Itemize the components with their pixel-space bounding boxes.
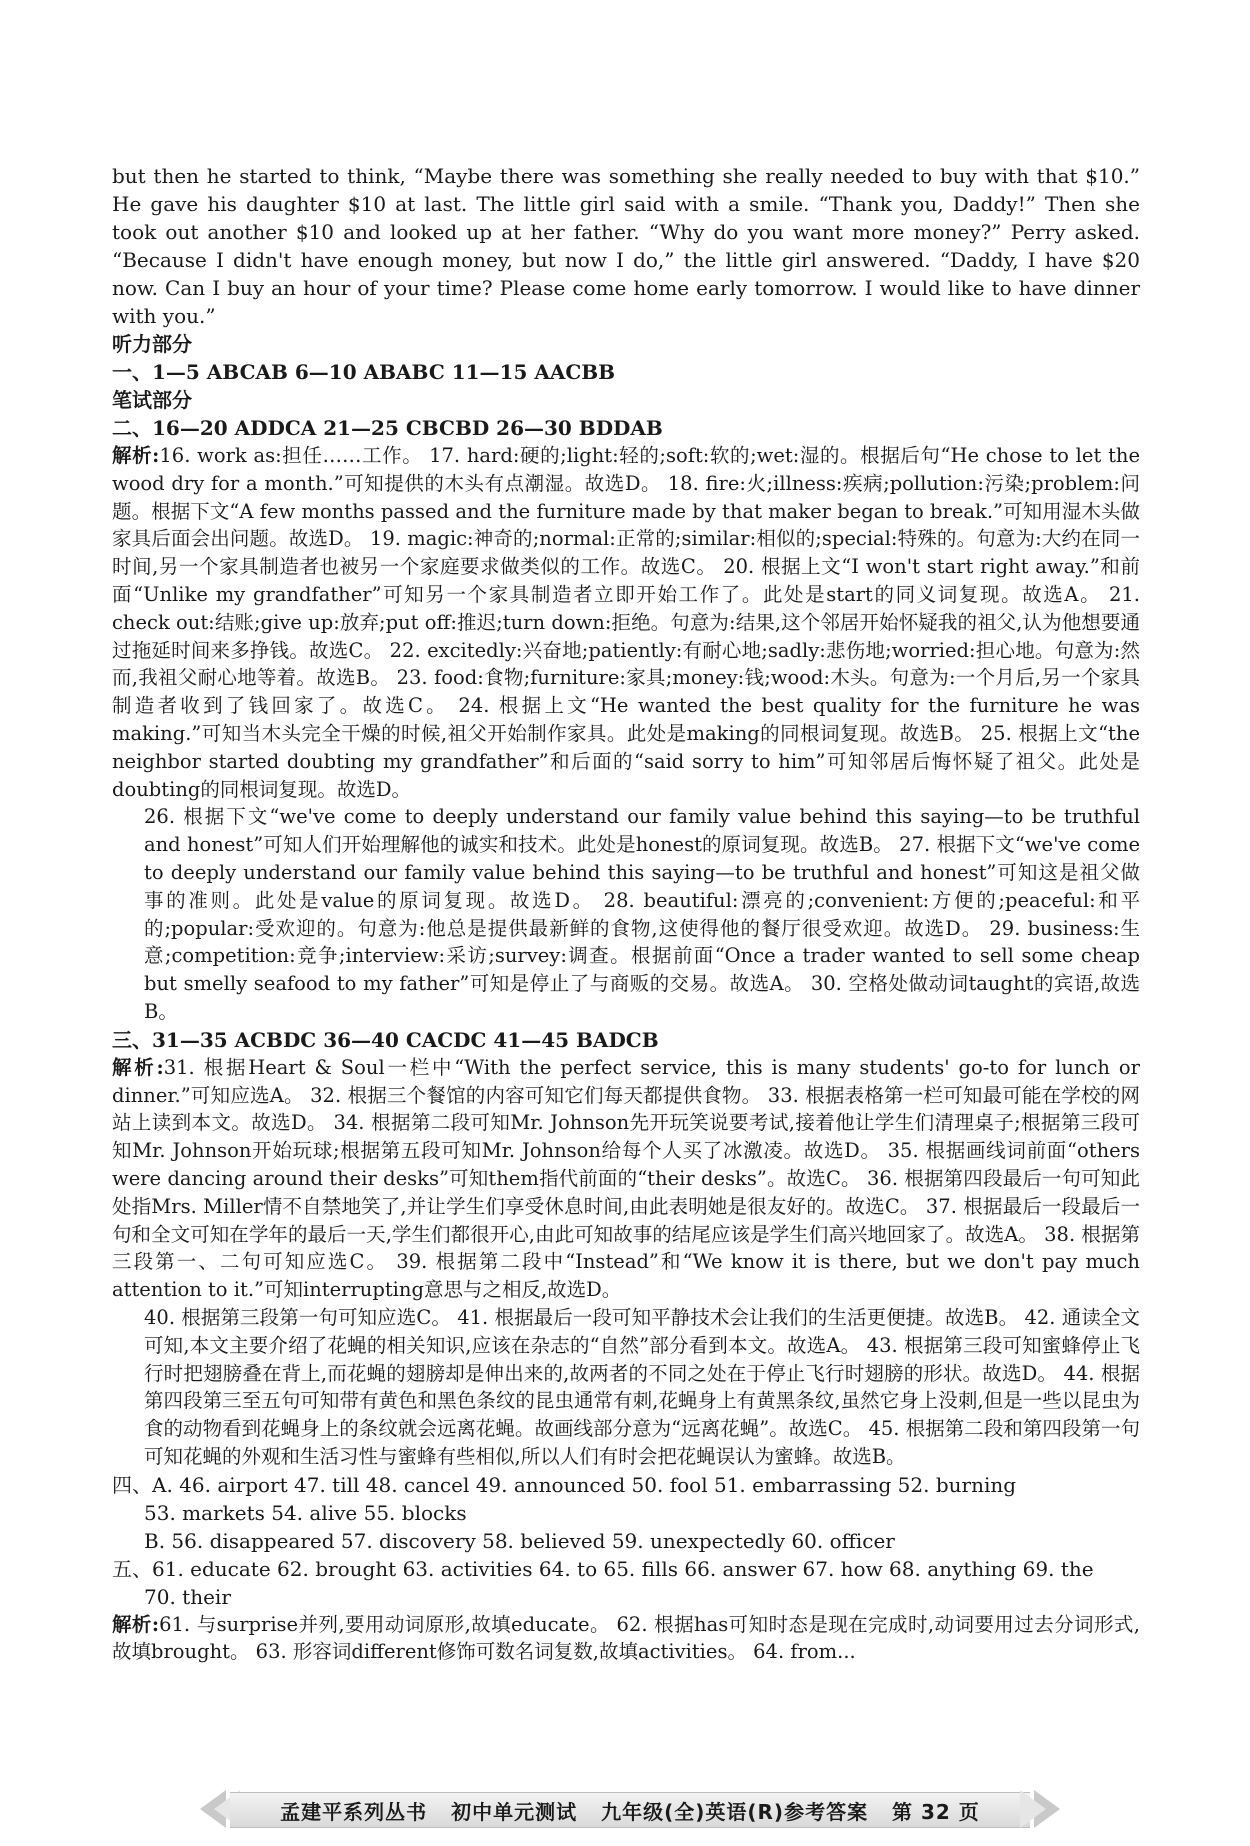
section-4-b-line: B. 56. disappeared 57. discovery 58. believed 59. unexpectedly 60. officer — [144, 1528, 895, 1553]
section-3-answers: 三、31—35 ACBDC 36—40 CACDC 41—45 BADCB — [112, 1027, 659, 1052]
explanation-label: 解析: — [112, 1055, 164, 1079]
listening-answers: 一、1—5 ABCAB 6—10 ABABC 11—15 AACBB — [112, 360, 616, 384]
explanation-label: 解析: — [112, 1612, 160, 1636]
story-paragraph: but then he started to think, “Maybe there was something she really needed to buy with that $10.” He gave his daughter $10 at last. The little girl said with a smile. “Thank you, Daddy!” Then she took out another $10 and looked up at her father. “Why do you want more money?” Perry asked. “Because I didn't have enough money, but now I do,” the little girl answered. “Daddy, I have $20 now. Can I buy an hour of your time? Please come home early tomorrow. I would like to have dinner with you.” — [112, 164, 1140, 328]
section-5-line-1: 五、61. educate 62. brought 63. activities 64. to 65. fills 66. answer 67. how 68. anything 69. the — [112, 1556, 1094, 1581]
answer-page — [112, 162, 1140, 1666]
section-4-a-line-1: 四、A. 46. airport 47. till 48. cancel 49. announced 50. fool 51. embarrassing 52. burning — [112, 1472, 1017, 1497]
section-2-explanation-a — [112, 442, 1140, 803]
footer-text — [200, 1796, 1060, 1825]
section-5-explanation — [112, 1611, 1140, 1667]
section-3-explanation-a — [112, 1054, 1140, 1304]
explanation-text: 31. 根据Heart & Soul一栏中“With the perfect service, this is many students' go-to for lunch or dinner.”可知应选A。 32. 根据三个餐馆的内容可知它们每天都提供食物。 33. 根据表格第一栏可知最可能在学校的网站上读到本文。故选D。 34. 根据第二段可知Mr. Johnson先开玩笑说要考试,接着他让学生们清理桌子;根据第三段可知Mr. Johnson开始玩球;根据第五段可知Mr. Johnson给每个人买了冰激凌。故选D。 35. 根据画线词前面“others were dancing around their desks”可知them指代前面的“their desks”。故选C。 36. 根据第四段最后一句可知此处指Mrs. Miller情不自禁地笑了,并让学生们享受休息时间,由此表明她是很友好的。故选C。 37. 根据最后一段最后一句和全文可知在学年的最后一天,学生们都很开心,由此可知故事的结尾应该是学生们高兴地回家了。故选A。 38. 根据第三段第一、二句可知应选C。 39. 根据第二段中“Instead”和“We know it is there, but we don't pay much attention to it.”可知interrupting意思与之相反,故选D。 — [112, 1055, 1140, 1302]
listening-heading: 听力部分 — [112, 332, 192, 356]
section-4-a-line-2: 53. markets 54. alive 55. blocks — [144, 1500, 467, 1525]
explanation-text: 16. work as:担任……工作。 17. hard:硬的;light:轻的;soft:软的;wet:湿的。根据后句“He chose to let the wood dry for a month.”可知提供的木头有点潮湿。故选D。 18. fire:火;illness:疾病;pollution:污染;problem:问题。根据下文“A few months passed and the furniture made by that maker began to break.”可知用湿木头做家具后面会出问题。故选D。 19. magic:神奇的;normal:正常的;similar:相似的;special:特殊的。句意为:大约在同一时间,另一个家具制造者也被另一个家庭要求做类似的工作。故选C。 20. 根据上文“I won't start right away.”和前面“Unlike my grandfather”可知另一个家具制造者立即开始工作了。此处是start的同义词复现。故选A。 21. check out:结账;give up:放弃;put off:推迟;turn down:拒绝。句意为:结果,这个邻居开始怀疑我的祖父,认为他想要通过拖延时间来多挣钱。故选C。 22. excitedly:兴奋地;patiently:有耐心地;sadly:悲伤地;worried:担心地。句意为:然而,我祖父耐心地等着。故选B。 23. food:食物;furniture:家具;money:钱;wood:木头。句意为:一个月后,另一个家具制造者收到了钱回家了。故选C。 24. 根据上文“He wanted the best quality for the furniture he was making.”可知当木头完全干燥的时候,祖父开始制作家具。此处是making的同根词复现。故选B。 25. 根据上文“the neighbor started doubting my grandfather”和后面的“said sorry to him”可知邻居后悔怀疑了祖父。此处是doubting的同根词复现。故选D。 — [112, 444, 1141, 801]
footer-grade: 九年级(全)英语(R)参考答案 — [601, 1800, 869, 1824]
explanation-text: 61. 与surprise并列,要用动词原形,故填educate。 62. 根据has可知时态是现在完成时,动词要用过去分词形式,故填brought。 63. 形容词different修饰可数名词复数,故填activities。 64. from... — [112, 1612, 1140, 1664]
section-2-explanation-b: 26. 根据下文“we've come to deeply understand our family value behind this saying—to be truthful and honest”可知人们开始理解他的诚实和技术。此处是honest的原词复现。故选B。 27. 根据下文“we've come to deeply understand our family value behind this saying—to be truthful and honest”可知这是祖父做事的准则。此处是value的原词复现。故选D。 28. beautiful:漂亮的;convenient:方便的;peaceful:和平的;popular:受欢迎的。句意为:他总是提供最新鲜的食物,这使得他的餐厅很受欢迎。故选D。 29. business:生意;competition:竞争;interview:采访;survey:调查。根据前面“Once a trader wanted to sell some cheap but smelly seafood to my father”可知是停止了与商贩的交易。故选A。 30. 空格处做动词taught的宾语,故选B。 — [144, 805, 1140, 1023]
section-3-explanation-b: 40. 根据第三段第一句可知应选C。 41. 根据最后一段可知平静技术会让我们的生活更便捷。故选B。 42. 通读全文可知,本文主要介绍了花蝇的相关知识,应该在杂志的“自然”部分看到本文。故选A。 43. 根据第三段可知蜜蜂停止飞行时把翅膀叠在背上,而花蝇的翅膀却是伸出来的,故两者的不同之处在于停止飞行时翅膀的形状。故选D。 44. 根据第四段第三至五句可知带有黄色和黑色条纹的昆虫通常有刺,花蝇身上有黄黑条纹,虽然它身上没刺,但是一些以昆虫为食的动物看到花蝇身上的条纹就会远离花蝇。故画线部分意为“远离花蝇”。故选C。 45. 根据第二段和第四段第一句可知花蝇的外观和生活习性与蜜蜂有些相似,所以人们有时会把花蝇误认为蜜蜂。故选B。 — [144, 1305, 1140, 1468]
footer-book: 初中单元测试 — [451, 1800, 578, 1824]
footer-page-number: 第 32 页 — [892, 1800, 980, 1824]
page-footer — [200, 1786, 1060, 1832]
section-2-answers: 二、16—20 ADDCA 21—25 CBCBD 26—30 BDDAB — [112, 416, 663, 440]
explanation-label: 解析: — [112, 444, 160, 467]
written-heading: 笔试部分 — [112, 388, 192, 412]
section-5-line-2: 70. their — [144, 1584, 231, 1609]
footer-series: 孟建平系列丛书 — [280, 1800, 428, 1824]
